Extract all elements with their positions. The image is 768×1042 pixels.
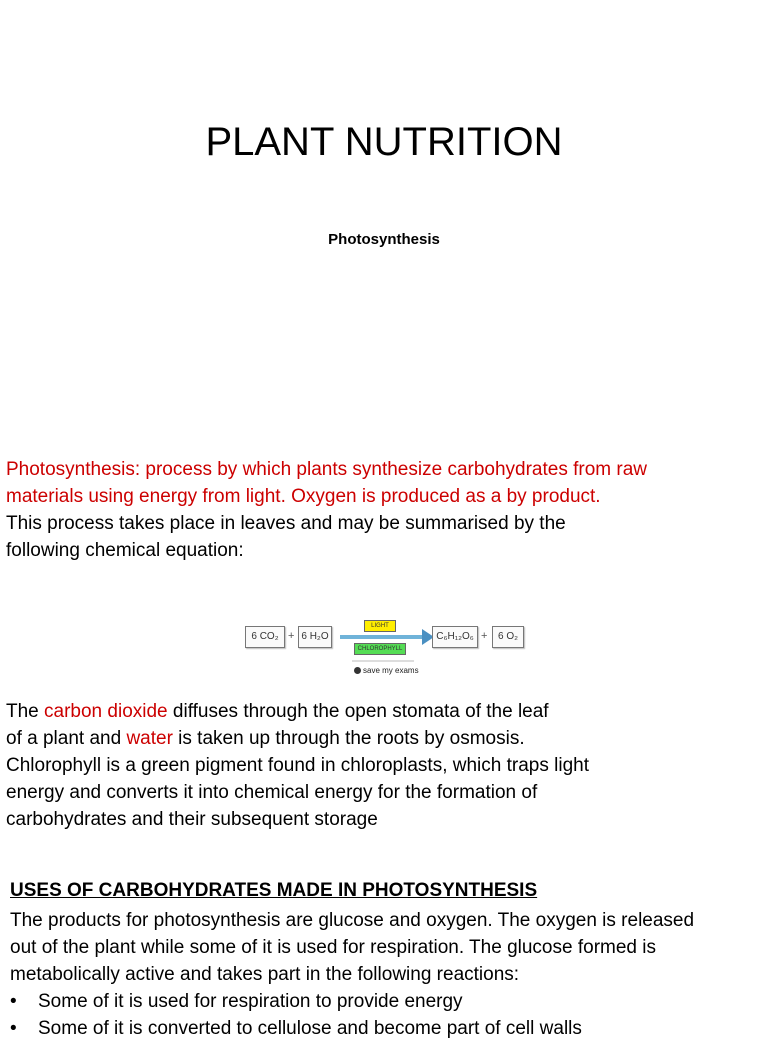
- diffusion-line: Chlorophyll is a green pigment found in chloroplasts, which traps light: [6, 755, 589, 776]
- photosynthesis-equation-figure: [240, 616, 530, 680]
- diffusion-line: [6, 725, 589, 752]
- product-glucose: C₆H₁₂O₆: [432, 626, 478, 648]
- diffusion-paragraph: [6, 698, 589, 833]
- definition-paragraph: [6, 456, 647, 510]
- text-segment: diffuses through the open stomata of the leaf: [167, 701, 549, 722]
- diffusion-line: [6, 698, 589, 725]
- chlorophyll-label: CHLOROPHYLL: [354, 643, 406, 655]
- uses-line: The products for photosynthesis are glucose and oxygen. The oxygen is released: [10, 910, 695, 931]
- uses-paragraph: [10, 907, 694, 988]
- uses-bullet-list: [10, 988, 582, 1042]
- product-oxygen: 6 O₂: [492, 626, 524, 648]
- figure-fineprint: [352, 660, 414, 662]
- text-segment: of a plant and: [6, 728, 127, 749]
- plus-sign: +: [288, 630, 295, 642]
- highlight-carbon-dioxide: carbon dioxide: [44, 701, 168, 722]
- reactant-carbon-dioxide: 6 CO₂: [245, 626, 285, 648]
- text-segment: is taken up through the roots by osmosis.: [172, 728, 525, 749]
- process-line: This process takes place in leaves and may be summarised by the: [6, 513, 566, 534]
- definition-line: Photosynthesis: process by which plants synthesize carbohydrates from raw: [6, 459, 648, 480]
- page-title: PLANT NUTRITION: [205, 120, 563, 164]
- section-heading-uses: USES OF CARBOHYDRATES MADE IN PHOTOSYNTHESIS: [10, 880, 538, 901]
- reaction-arrow: [340, 635, 424, 639]
- reactant-water: 6 H₂O: [298, 626, 332, 648]
- uses-line: out of the plant while some of it is used for respiration. The glucose formed is: [10, 937, 656, 958]
- plus-sign: +: [481, 630, 488, 642]
- brand-logo-text: save my exams: [363, 666, 419, 675]
- brand-logo-icon: [354, 667, 361, 674]
- text-segment: The: [6, 701, 45, 722]
- process-paragraph: [6, 510, 566, 564]
- diffusion-line: carbohydrates and their subsequent storage: [6, 809, 378, 830]
- page-subtitle: Photosynthesis: [328, 231, 440, 248]
- brand-logo: [354, 666, 419, 675]
- uses-line: metabolically active and takes part in the following reactions:: [10, 964, 520, 985]
- list-item: • Some of it is converted to cellulose and become part of cell walls: [10, 1015, 582, 1042]
- list-item: • Some of it is used for respiration to provide energy: [10, 988, 582, 1015]
- definition-line: materials using energy from light. Oxygen is produced as a by product.: [6, 486, 601, 507]
- diffusion-line: energy and converts it into chemical energy for the formation of: [6, 782, 538, 803]
- light-label: LIGHT: [364, 620, 396, 632]
- process-line: following chemical equation:: [6, 540, 244, 561]
- highlight-water: water: [126, 728, 173, 749]
